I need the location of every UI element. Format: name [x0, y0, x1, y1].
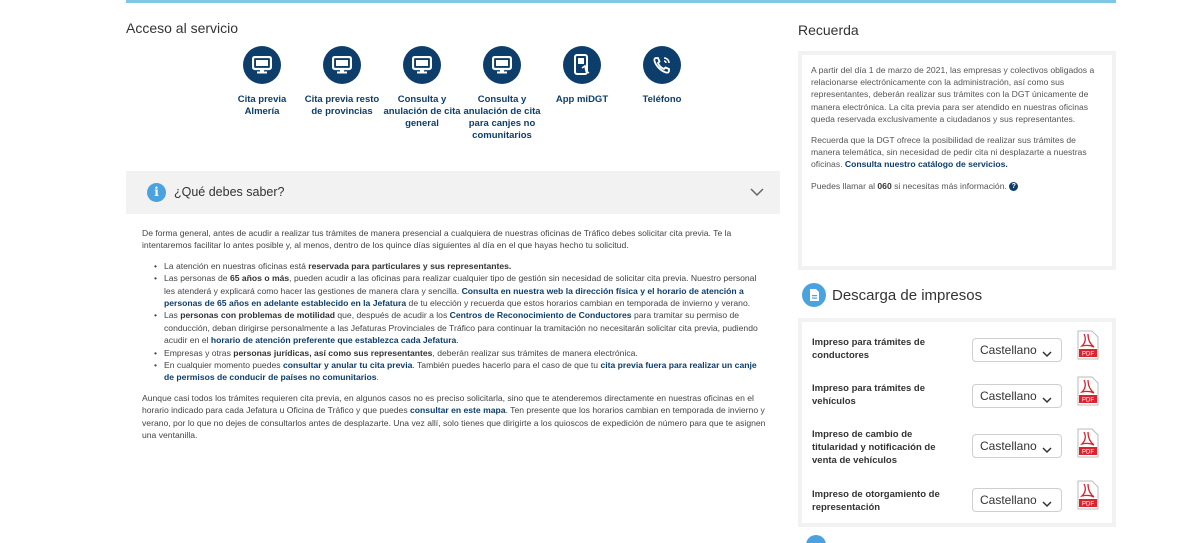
recuerda-paragraph — [811, 180, 1103, 192]
service-consulta-anulacion-canjes[interactable] — [462, 46, 542, 142]
pdf-text: PDF — [1082, 449, 1094, 456]
text: Aunque casi todos los trámites requieren cita previa, en algunos casos no es preciso solicitarla, sino que te atenderemos directamente en nuestras oficinas en el horario indicado para cada Jefatura u Oficina de Tráfico y que puedes — [142, 392, 754, 416]
bold-text: personas con problemas de motilidad — [180, 310, 335, 321]
text: Las personas de — [164, 273, 230, 284]
service-label: Consulta y anulación de cita general — [383, 94, 461, 129]
service-app-midgt[interactable] — [542, 46, 622, 106]
text: , deberán realizar sus trámites de manera electrónica. — [432, 347, 638, 358]
pdf-text: PDF — [1082, 501, 1094, 508]
link-consultar-anular-cita[interactable]: consultar y anular tu cita previa — [282, 360, 413, 371]
impreso-row — [808, 376, 1108, 420]
text: . También puedes hacerlo para el caso de que tu — [412, 360, 601, 371]
impreso-label: Impreso de otorgamiento de representación — [812, 489, 940, 513]
service-telefono[interactable] — [622, 46, 702, 106]
impreso-label: Impreso de cambio de titularidad y notificación de venta de vehículos — [812, 429, 936, 466]
language-select[interactable] — [972, 434, 1062, 458]
select-value: Castellano — [980, 493, 1037, 507]
link-horario-preferente[interactable]: horario de atención preferente que establezca cada Jefatura — [210, 335, 457, 346]
service-cita-almeria[interactable] — [222, 46, 302, 118]
impreso-row — [808, 480, 1108, 524]
mobile-app-icon — [563, 46, 601, 84]
service-label: Teléfono — [642, 94, 682, 105]
service-cita-resto-provincias[interactable] — [302, 46, 382, 118]
impreso-row — [808, 424, 1108, 476]
text: La atención en nuestras oficinas está — [164, 260, 309, 271]
intro-paragraph: De forma general, antes de acudir a realizar tus trámites de manera presencial a cualquiera de nuestras oficinas de Tráfico debes solicitar cita previa. Te la intentaremos facilitar lo antes posible y, al menos, dentro de los quince días siguientes al día en el que hayas hecho tu solicitud. — [142, 228, 732, 251]
text: . — [376, 372, 379, 383]
monitor-icon — [403, 46, 441, 84]
pdf-icon[interactable] — [1076, 376, 1100, 406]
service-consulta-anulacion-general[interactable] — [382, 46, 462, 130]
text: que, después de acudir a los — [334, 310, 450, 321]
next-section-icon — [806, 535, 826, 543]
link-jefatura-65[interactable]: Consulta en nuestra web la dirección física y el horario de atención a personas de 65 años en adelante establecido en la Jefatura — [164, 285, 744, 309]
recuerda-title: Recuerda — [798, 22, 859, 38]
document-icon — [802, 283, 826, 307]
text: , pueden acudir a las oficinas para realizar cualquier tipo de gestión sin necesidad de solicitar cita previa. Nuestro personal les atenderá y explicará como hacer las gestiones de manera clara y sencilla. — [164, 273, 757, 296]
phone-icon — [643, 46, 681, 84]
list-item — [154, 359, 767, 384]
recuerda-box — [798, 51, 1116, 270]
recuerda-paragraph: A partir del día 1 de marzo de 2021, las empresas y colectivos obligados a relacionarse electrónicamente con la administración, así como sus representantes, deberán realizar sus trámites con la DGT únicamente de manera electrónica. La cita previa para ser atendido en nuestras oficinas queda reservada exclusivamente a ciudadanos y sus representantes. — [811, 65, 1095, 124]
text: Empresas y otras — [164, 347, 234, 358]
chevron-down-icon — [1042, 497, 1052, 511]
chevron-down-icon[interactable] — [750, 184, 764, 202]
language-select[interactable] — [972, 488, 1062, 512]
list-item — [154, 272, 767, 309]
impreso-label: Impreso para trámites de vehículos — [812, 383, 925, 407]
pdf-icon[interactable] — [1076, 428, 1100, 458]
impreso-row — [808, 330, 1108, 374]
monitor-icon — [483, 46, 521, 84]
list-item — [154, 347, 767, 359]
chevron-down-icon — [1042, 347, 1052, 361]
pdf-icon[interactable] — [1076, 480, 1100, 510]
chevron-down-icon — [1042, 393, 1052, 407]
service-label: Cita previa resto de provincias — [304, 94, 380, 117]
text: Puedes llamar al — [811, 180, 878, 191]
text: . Ten presente que los horarios cambian en temporada de invierno y verano, por lo que no dejes de consultarlos antes de desplazarte. Una vez allí, solo tienes que dirigirte a los quioscos de expedición de número para que te asignen una ventanilla. — [142, 405, 766, 441]
text: para tramitar su permiso de conducción, deban dirigirse personalmente a las Jefaturas Provinciales de Tráfico para continuar la tramitación no necesitarán solicitar cita previa, pudiendo acudir en el — [164, 310, 758, 346]
recuerda-paragraph — [811, 134, 1103, 171]
list-item — [154, 309, 767, 346]
service-label: Consulta y anulación de cita para canjes no comunitarios — [463, 94, 541, 141]
select-value: Castellano — [980, 389, 1037, 403]
pdf-icon[interactable] — [1076, 330, 1100, 360]
que-debes-saber-content — [142, 227, 767, 450]
services-row — [222, 46, 702, 156]
select-value: Castellano — [980, 439, 1037, 453]
info-icon: i — [147, 183, 166, 202]
link-cita-canje[interactable]: cita previa fuera para realizar un canje de permisos de conducir de países no comunitarios — [164, 360, 757, 383]
link-catalogo-servicios[interactable]: Consulta nuestro catálogo de servicios. — [844, 159, 1008, 170]
outro-paragraph — [142, 392, 767, 442]
impreso-label: Impreso para trámites de conductores — [812, 337, 925, 361]
que-debes-saber-accordion[interactable] — [126, 171, 780, 214]
text: . — [456, 335, 459, 346]
bold-text: personas jurídicas, así como sus representantes — [233, 347, 433, 358]
link-mapa[interactable]: consultar en este mapa — [410, 405, 506, 416]
help-icon[interactable]: ? — [1009, 182, 1018, 191]
service-label: Cita previa Almería — [237, 94, 287, 117]
acceso-title: Acceso al servicio — [126, 20, 239, 36]
chevron-down-icon — [1042, 443, 1052, 457]
bold-text: 65 años o más — [229, 273, 290, 284]
text: si necesitas más información. — [891, 180, 1007, 191]
language-select[interactable] — [972, 384, 1062, 408]
descarga-title: Descarga de impresos — [832, 287, 983, 304]
language-select[interactable] — [972, 338, 1062, 362]
accordion-title: ¿Qué debes saber? — [174, 185, 285, 199]
text: de tu elección y recuerda que estos horarios cambian en temporada de invierno y verano. — [406, 298, 751, 309]
list-item — [154, 260, 767, 272]
select-value: Castellano — [980, 343, 1037, 357]
text: Las — [164, 310, 181, 321]
info-list — [154, 260, 767, 384]
monitor-icon — [243, 46, 281, 84]
pdf-text: PDF — [1082, 397, 1094, 404]
text: Recuerda que la DGT ofrece la posibilidad de realizar sus trámites de manera telemática, sin necesidad de pedir cita ni desplazarte a nuestras oficinas. — [811, 135, 1087, 170]
link-centros-reconocimiento[interactable]: Centros de Reconocimiento de Conductores — [449, 310, 632, 321]
descarga-box — [798, 318, 1116, 527]
bold-text: reservada para particulares y sus representantes. — [308, 260, 512, 271]
pdf-text: PDF — [1082, 351, 1094, 358]
monitor-icon — [323, 46, 361, 84]
text: En cualquier momento puedes — [164, 360, 283, 371]
service-label: App miDGT — [555, 94, 609, 105]
phone-number: 060 — [877, 180, 892, 191]
top-accent-bar — [126, 0, 1116, 3]
